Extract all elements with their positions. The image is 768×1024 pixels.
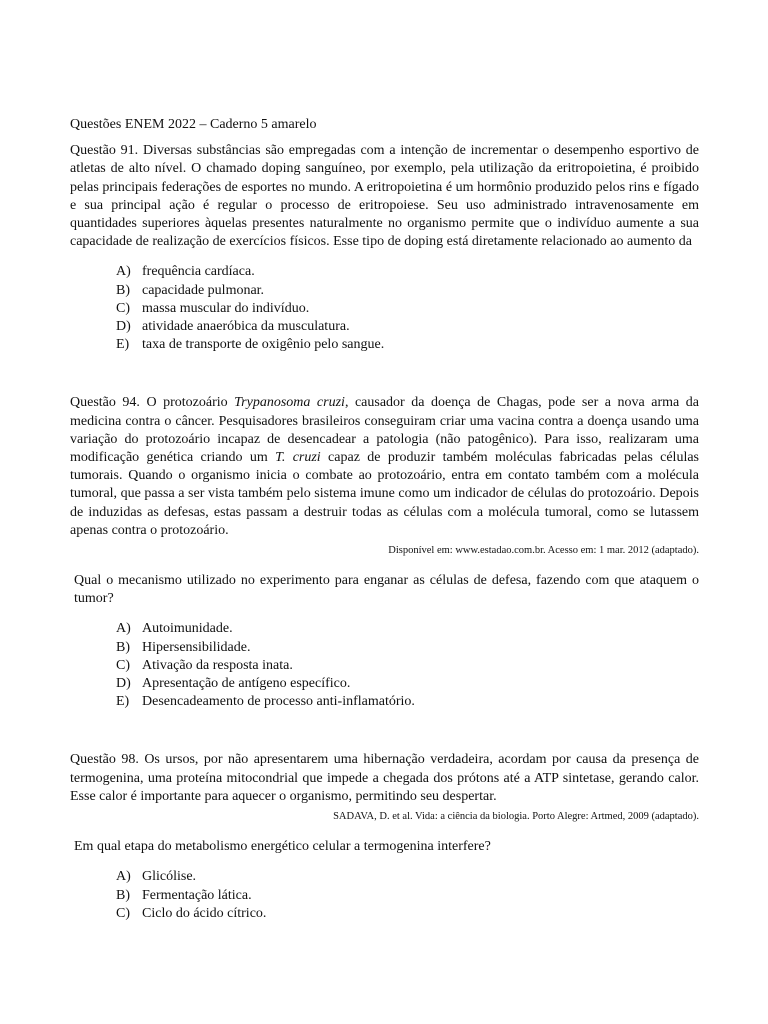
option-text: Fermentação lática.	[142, 887, 252, 903]
question-98	[70, 751, 699, 922]
option-text: atividade anaeróbica da musculatura.	[142, 319, 350, 335]
question-94-text-part-3: capaz de produzir também moléculas fabricadas pelas células tumorais. Quando o organismo inicia o combate ao protozoário, entra em contato também com a molécula tumoral, que passa a ser vista também pelo sistema imune como um indicador de células do protozoário. Depois de induzidas as defesas, estas passam a destruir todas as células com a molécula tumoral, como se lutassem apenas contra o protozoário.	[70, 450, 699, 538]
option-text: capacidade pulmonar.	[142, 282, 265, 298]
option-a[interactable]	[116, 263, 699, 281]
option-letter: C)	[116, 905, 130, 921]
option-letter: B)	[116, 639, 130, 655]
option-letter: A)	[116, 264, 131, 280]
option-b[interactable]	[116, 282, 699, 300]
option-text: Autoimunidade.	[142, 621, 233, 637]
option-d[interactable]	[116, 318, 699, 336]
option-text: Apresentação de antígeno específico.	[142, 676, 351, 692]
option-c[interactable]	[116, 657, 699, 675]
option-text: taxa de transporte de oxigênio pelo sangue.	[142, 337, 385, 353]
question-94-text-part-1: Questão 94. O protozoário	[70, 395, 235, 411]
option-letter: E)	[116, 337, 130, 353]
option-e[interactable]	[116, 336, 699, 354]
option-d[interactable]	[116, 675, 699, 693]
option-text: frequência cardíaca.	[142, 264, 255, 280]
option-letter: D)	[116, 319, 131, 335]
option-text: massa muscular do indivíduo.	[142, 300, 310, 316]
option-letter: A)	[116, 621, 131, 637]
question-98-options	[70, 868, 699, 923]
document-title: Questões ENEM 2022 – Caderno 5 amarelo	[70, 117, 317, 132]
option-e[interactable]	[116, 693, 699, 711]
question-94-text	[70, 394, 699, 540]
question-98-prompt: Em qual etapa do metabolismo energético celular a termogenina interfere?	[74, 839, 491, 855]
species-name: Trypanosoma cruzi	[234, 395, 345, 411]
question-94-prompt: Qual o mecanismo utilizado no experimento para enganar as células de defesa, fazendo com que ataquem o tumor?	[74, 573, 699, 607]
option-letter: C)	[116, 657, 130, 673]
question-94-options	[70, 620, 699, 711]
option-letter: E)	[116, 694, 130, 710]
question-91-options	[70, 263, 699, 354]
option-text: Ativação da resposta inata.	[142, 657, 293, 673]
option-text: Desencadeamento de processo anti-inflamatório.	[142, 694, 415, 710]
option-letter: B)	[116, 887, 130, 903]
question-91	[70, 142, 699, 354]
question-91-text: Questão 91. Diversas substâncias são empregadas com a intenção de incrementar o desempenho esportivo de atletas de alto nível. O chamado doping sanguíneo, por exemplo, pela utilização da eritropoietina, é proibido pelas principais federações de esportes no mundo. A eritropoietina é um hormônio produzido pelos rins e fígado e sua principal ação é regular o processo de eritropoiese. Seu uso administrado intravenosamente em quantidades superiores àquelas presentes naturalmente no organismo permite que o indivíduo aumente a sua capacidade de realização de exercícios físicos. Esse tipo de doping está diretamente relacionado ao aumento da	[70, 143, 699, 250]
option-letter: C)	[116, 300, 130, 316]
question-98-text: Questão 98. Os ursos, por não apresentarem uma hibernação verdadeira, acordam por causa da presença de termogenina, uma proteína mitocondrial que impede a chegada dos prótons até a ATP sintetase, gerando calor. Esse calor é importante para aquecer o organismo, permitindo seu despertar.	[70, 752, 699, 804]
document-page	[70, 116, 699, 923]
option-letter: D)	[116, 676, 131, 692]
question-94-text-part-2: , causador da doença de Chagas, pode ser a nova arma da medicina contra o câncer. Pesquisadores brasileiros conseguiram criar uma vacina contra a doença usando uma variação do protozoário incapaz de desencadear a patologia (não patogênico). Para isso, realizaram uma modificação genética criando um	[70, 395, 699, 466]
option-letter: A)	[116, 869, 131, 885]
option-a[interactable]	[116, 868, 699, 886]
option-text: Ciclo do ácido cítrico.	[142, 905, 267, 921]
source-citation: SADAVA, D. et al. Vida: a ciência da biologia. Porto Alegre: Artmed, 2009 (adaptado).	[333, 811, 699, 823]
option-a[interactable]	[116, 620, 699, 638]
option-text: Glicólise.	[142, 869, 197, 885]
option-letter: B)	[116, 282, 130, 298]
source-citation: Disponível em: www.estadao.com.br. Acesso em: 1 mar. 2012 (adaptado).	[388, 545, 699, 557]
option-c[interactable]	[116, 300, 699, 318]
option-b[interactable]	[116, 887, 699, 905]
option-c[interactable]	[116, 905, 699, 923]
option-b[interactable]	[116, 639, 699, 657]
question-94	[70, 394, 699, 711]
option-text: Hipersensibilidade.	[142, 639, 251, 655]
species-abbrev: T. cruzi	[275, 450, 321, 466]
